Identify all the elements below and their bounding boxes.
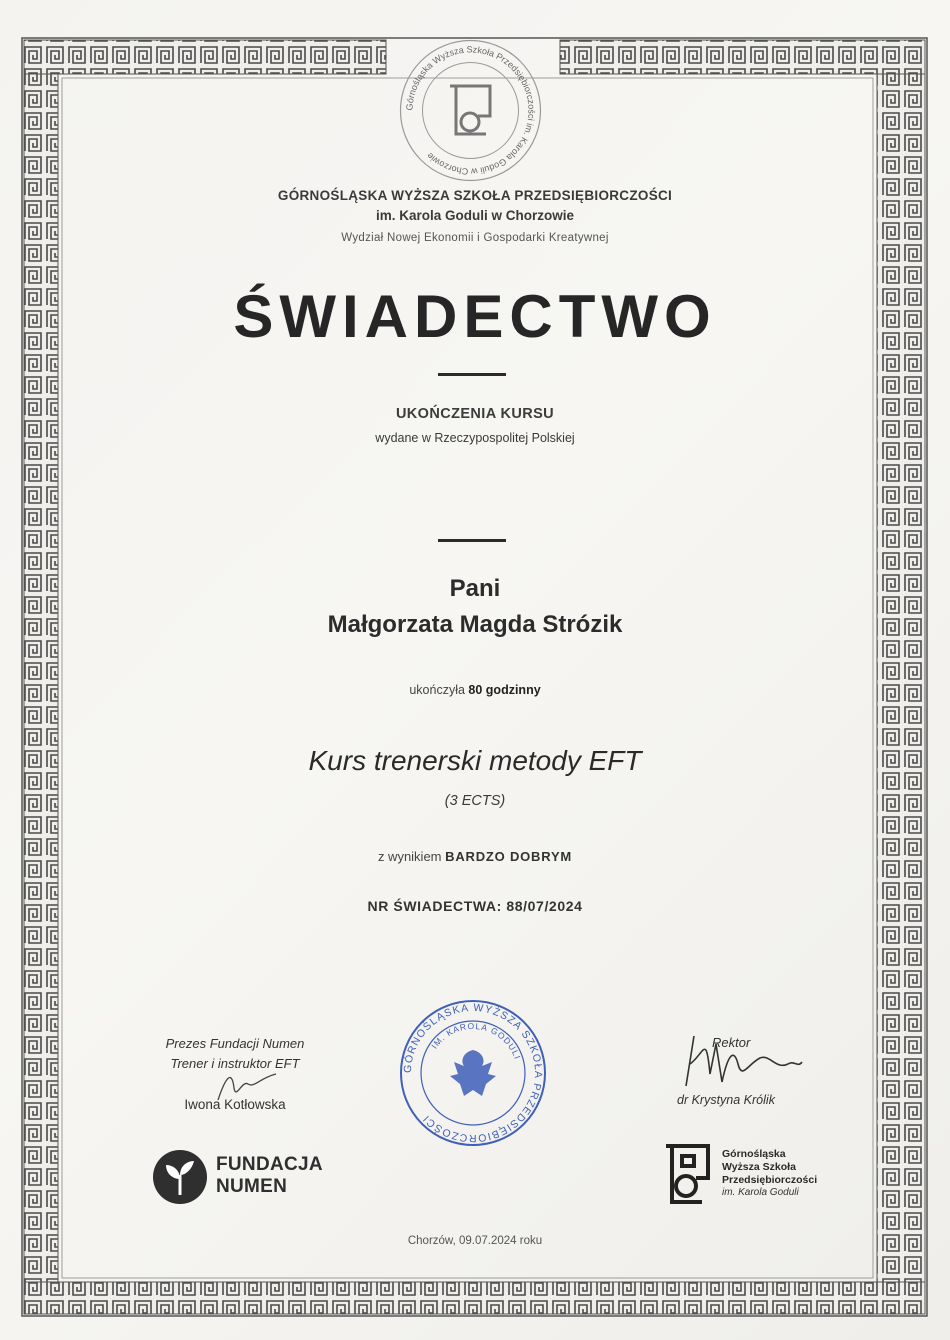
left-signatory-role-2: Trener i instruktor EFT — [170, 1056, 300, 1071]
left-signatory-role: Prezes Fundacji Numen — [165, 1036, 305, 1051]
gwsp-logo-text: Górnośląska — [722, 1148, 786, 1160]
certificate-title: ŚWIADECTWO — [233, 283, 717, 350]
certificate-number-label: NR ŚWIADECTWA: — [367, 898, 502, 914]
faculty-name: Wydział Nowej Ekonomii i Gospodarki Kreatywnej — [341, 232, 609, 244]
svg-text:GÓRNOŚLĄSKA WYŻSZA SZKOŁA PRZE: GÓRNOŚLĄSKA WYŻSZA SZKOŁA PRZEDSIĘBIORCZOŚCI — [401, 1001, 545, 1145]
fundacja-numen-logo-icon — [152, 1149, 208, 1205]
recipient-name: Małgorzata Magda Strózik — [327, 611, 623, 638]
numen-logo-text: FUNDACJA — [216, 1154, 323, 1175]
gwsp-logo-text-3: Przedsiębiorczości — [722, 1174, 818, 1186]
official-stamp — [398, 992, 548, 1154]
completed-prefix: ukończyła — [409, 683, 465, 697]
divider — [438, 373, 506, 376]
right-signatory-name: dr Krystyna Królik — [677, 1093, 775, 1107]
place-and-date: Chorzów, 09.07.2024 roku — [407, 1235, 543, 1247]
certificate-number-value: 88/07/2024 — [506, 898, 583, 914]
completion-line — [0, 683, 950, 697]
gwsp-logo-text-2: Wyższa Szkoła — [722, 1161, 796, 1173]
salutation: Pani — [449, 575, 501, 602]
result-grade: BARDZO DOBRYM — [445, 849, 573, 864]
gwsp-logo-icon — [658, 1138, 716, 1210]
left-signatory-name: Iwona Kotłowska — [184, 1097, 286, 1112]
institution-patron: im. Karola Goduli w Chorzowie — [375, 208, 575, 223]
certificate-subtitle: UKOŃCZENIA KURSU — [395, 406, 555, 422]
institution-name: GÓRNOŚLĄSKA WYŻSZA SZKOŁA PRZEDSIĘBIORCZOŚCI — [277, 188, 673, 203]
issued-in: wydane w Rzeczypospolitej Polskiej — [375, 431, 575, 445]
result-prefix: z wynikiem — [377, 849, 442, 864]
course-hours: 80 godzinny — [468, 683, 541, 697]
result-line — [0, 849, 950, 864]
gwsp-logo-text-4: im. Karola Goduli — [722, 1187, 799, 1198]
course-name: Kurs trenerski metody EFT — [308, 745, 642, 776]
university-seal — [398, 38, 543, 183]
svg-text:Górnośląska Wyższa Szkoła Prze: Górnośląska Wyższa Szkoła Przedsiębiorczości im. Karola Goduli w Chorzowie — [404, 44, 537, 177]
right-signatory-role: Rektor — [712, 1035, 751, 1050]
certificate-number — [0, 898, 950, 914]
divider — [438, 539, 506, 542]
course-ects: (3 ECTS) — [444, 793, 506, 809]
numen-logo-text-2: NUMEN — [216, 1176, 288, 1197]
svg-text:IM. KAROLA GODULI: IM. KAROLA GODULI — [429, 1020, 523, 1061]
